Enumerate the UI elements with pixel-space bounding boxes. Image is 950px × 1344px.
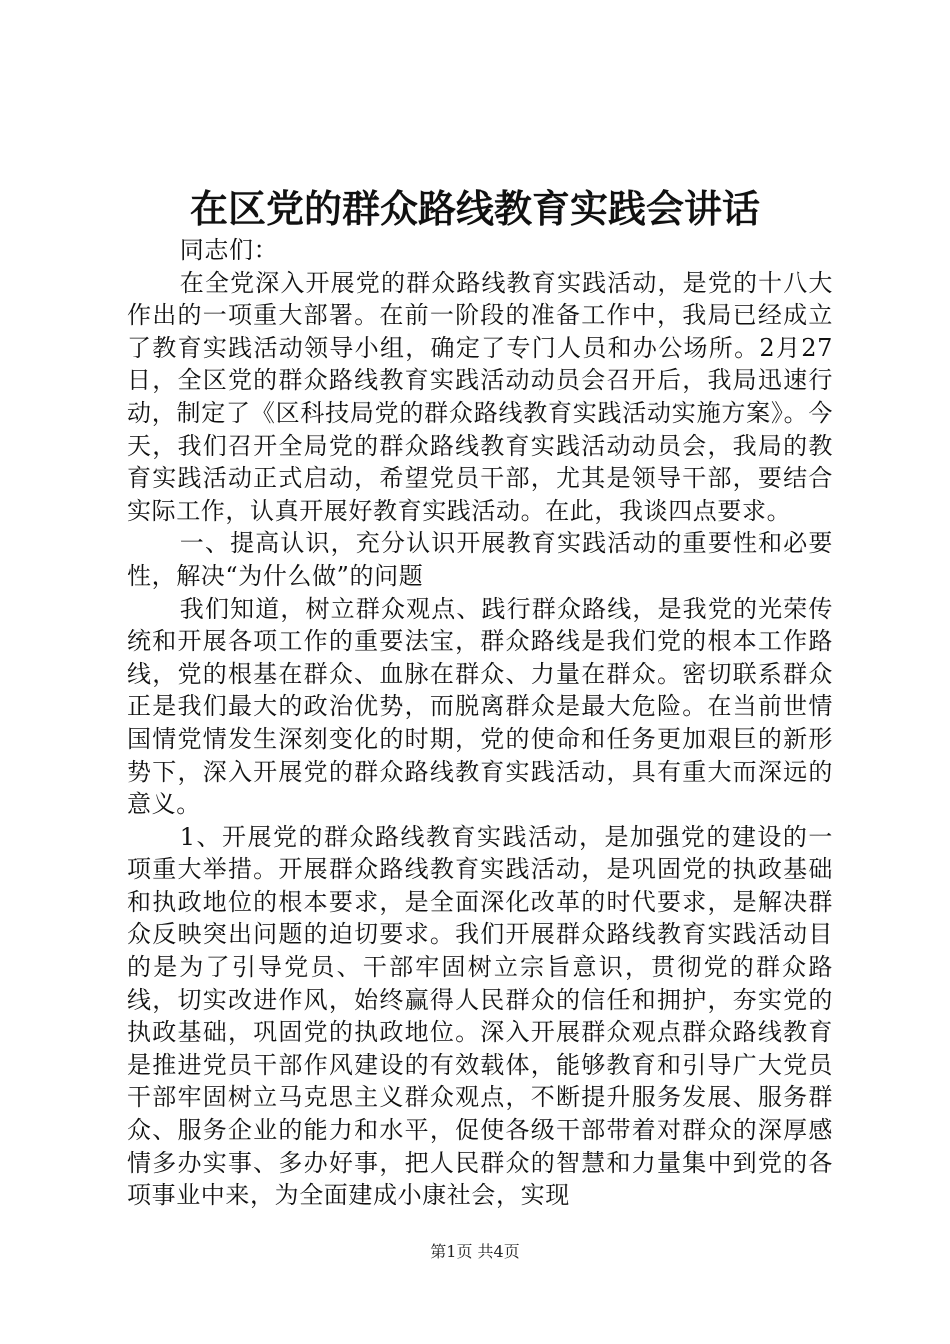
- intro-paragraph: 在全党深入开展党的群众路线教育实践活动，是党的十八大作出的一项重大部署。在前一阶段的准备工作中，我局已经成立了教育实践活动领导小组，确定了专门人员和办公场所。2月27日，全区党的群众路线教育实践活动动员会召开后，我局迅速行动，制定了《区科技局党的群众路线教育实践活动实施方案》。今天，我们召开全局党的群众路线教育实践活动动员会，我局的教育实践活动正式启动，希望党员干部，尤其是领导干部，要结合实际工作，认真开展好教育实践活动。在此，我谈四点要求。: [127, 268, 833, 525]
- salutation-paragraph: 同志们：: [179, 236, 279, 264]
- document-title: 在区党的群众路线教育实践会讲话: [189, 186, 760, 231]
- page-footer: 第1页 共4页: [430, 1242, 520, 1261]
- body-paragraph: 我们知道，树立群众观点、践行群众路线，是我党的光荣传统和开展各项工作的重要法宝，群众路线是我们党的根本工作路线，党的根基在群众、血脉在群众、力量在群众。密切联系群众正是我们最大的政治优势，而脱离群众是最大危险。在当前世情国情党情发生深刻变化的时期，党的使命和任务更加艰巨的新形势下，深入开展党的群众路线教育实践活动，具有重大而深远的意义。: [127, 594, 833, 819]
- body-paragraph: 1、开展党的群众路线教育实践活动，是加强党的建设的一项重大举措。开展群众路线教育实践活动，是巩固党的执政基础和执政地位的根本要求，是全面深化改革的时代要求，是解决群众反映突出问题的迫切要求。我们开展群众路线教育实践活动目的是为了引导党员、干部牢固树立宗旨意识，贯彻党的群众路线，切实改进作风，始终赢得人民群众的信任和拥护，夯实党的执政基础，巩固党的执政地位。深入开展群众观点群众路线教育是推进党员干部作风建设的有效载体，能够教育和引导广大党员干部牢固树立马克思主义群众观点，不断提升服务发展、服务群众、服务企业的能力和水平，促使各级干部带着对群众的深厚感情多办实事、多办好事，把人民群众的智慧和力量集中到党的各项事业中来，为全面建成小康社会，实现: [127, 822, 833, 1210]
- document-body: [127, 234, 833, 1212]
- section-heading-1: 一、提高认识，充分认识开展教育实践活动的重要性和必要性，解决“为什么做”的问题: [127, 529, 833, 590]
